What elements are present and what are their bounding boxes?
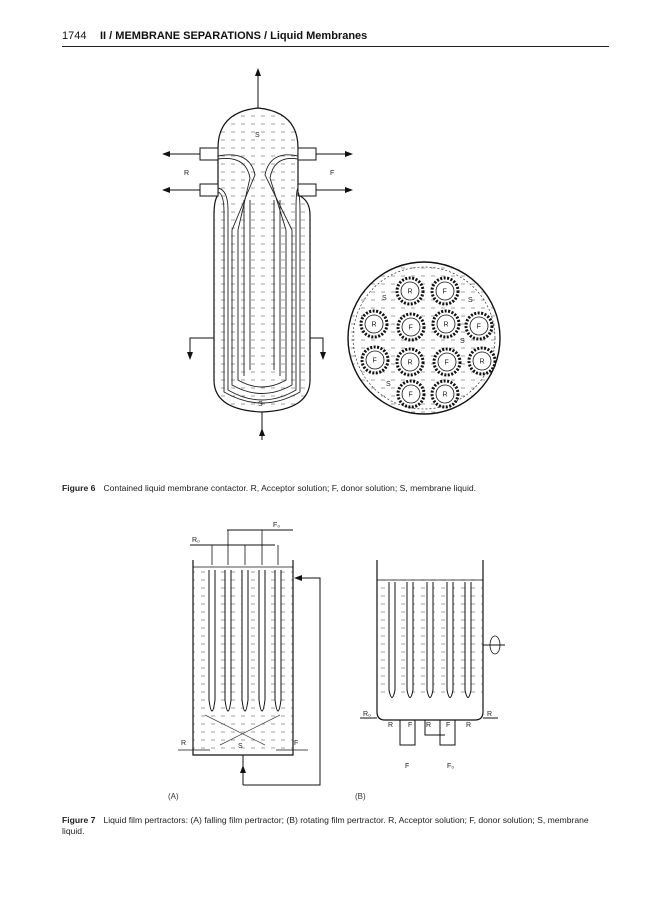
- rotating-film-element: [465, 582, 471, 698]
- tube-label: F: [444, 359, 449, 367]
- tube-acceptor: [397, 349, 423, 375]
- tube-label: F: [476, 323, 481, 331]
- tube-donor: [398, 314, 424, 340]
- a-label-s: S: [238, 743, 243, 750]
- tube-label: F: [408, 391, 413, 399]
- rotating-film-element: [427, 582, 433, 698]
- falling-film-element: [225, 570, 231, 711]
- tube-acceptor: [433, 311, 459, 337]
- a-label-f: F: [294, 740, 299, 747]
- b-label-r1: R: [388, 722, 394, 729]
- b-label-r0: R₀: [363, 711, 371, 718]
- panel-a-label: (A): [168, 792, 179, 801]
- xs-label-s1: S: [382, 295, 387, 302]
- falling-film-element: [275, 570, 281, 711]
- tube-label: R: [371, 321, 377, 329]
- rotating-film-element: [389, 582, 395, 698]
- a-label-r: R: [181, 740, 187, 747]
- rotating-film-element: [407, 582, 413, 698]
- tube-donor: [432, 278, 458, 304]
- b-label-r3: R: [466, 722, 472, 729]
- tube-label: R: [443, 321, 449, 329]
- xs-label-s2: S: [468, 297, 473, 304]
- tube-label: F: [442, 288, 447, 296]
- tube-acceptor: [397, 278, 423, 304]
- tube-acceptor: [361, 311, 387, 337]
- tube-acceptor: [469, 348, 495, 374]
- falling-film-element: [209, 570, 215, 711]
- tube-donor: [362, 347, 388, 373]
- running-head: II / MEMBRANE SEPARATIONS / Liquid Membranes: [100, 30, 368, 42]
- tube-label: R: [442, 391, 448, 399]
- falling-film-element: [242, 570, 248, 711]
- tube-donor: [398, 381, 424, 407]
- b-label-r2: R: [426, 722, 432, 729]
- figure-6-caption: [62, 483, 610, 494]
- tube-donor: [466, 313, 492, 339]
- figure-7-label: Figure 7: [62, 815, 96, 825]
- label-r: R: [184, 170, 190, 177]
- running-header: [62, 30, 609, 47]
- a-label-f0: F₀: [273, 522, 281, 529]
- figure-6-caption-text: Contained liquid membrane contactor. R, Acceptor solution; F, donor solution; S, membrane liquid.: [103, 483, 477, 493]
- panel-b-label: (B): [355, 792, 366, 801]
- b-label-f-out: F: [405, 763, 410, 770]
- label-s-top: S: [255, 132, 260, 139]
- tube-label: R: [407, 288, 413, 296]
- page-number: 1744: [62, 30, 87, 42]
- a-label-r0: R₀: [192, 537, 200, 544]
- rotating-film-element: [447, 582, 453, 698]
- figure-7-caption: [62, 815, 610, 837]
- b-label-f2: F: [446, 722, 451, 729]
- label-f: F: [330, 170, 335, 177]
- figure-7-diagram: [0, 510, 668, 800]
- falling-film-element: [259, 570, 265, 711]
- b-label-f0: F₀: [447, 763, 455, 770]
- tube-label: F: [372, 357, 377, 365]
- figure-6-label: Figure 6: [62, 483, 96, 493]
- b-label-r4: R: [487, 711, 493, 718]
- figure-6-diagram: [0, 60, 668, 460]
- falling-film-pertractor: [178, 522, 320, 785]
- figure-7-caption-text: Liquid film pertractors: (A) falling film pertractor; (B) rotating film pertractor. R, Acceptor solution; F, donor solution; S, membrane liquid.: [62, 815, 589, 836]
- tube-donor: [434, 349, 460, 375]
- tube-label: R: [407, 359, 413, 367]
- b-label-f1: F: [408, 722, 413, 729]
- xs-label-s3: S: [460, 338, 465, 345]
- tube-label: F: [408, 324, 413, 332]
- xs-label-s4: S: [386, 381, 391, 388]
- tube-acceptor: [432, 381, 458, 407]
- rotating-film-pertractor: [360, 560, 505, 770]
- tube-label: R: [479, 358, 485, 366]
- label-s-bottom: S: [258, 401, 263, 408]
